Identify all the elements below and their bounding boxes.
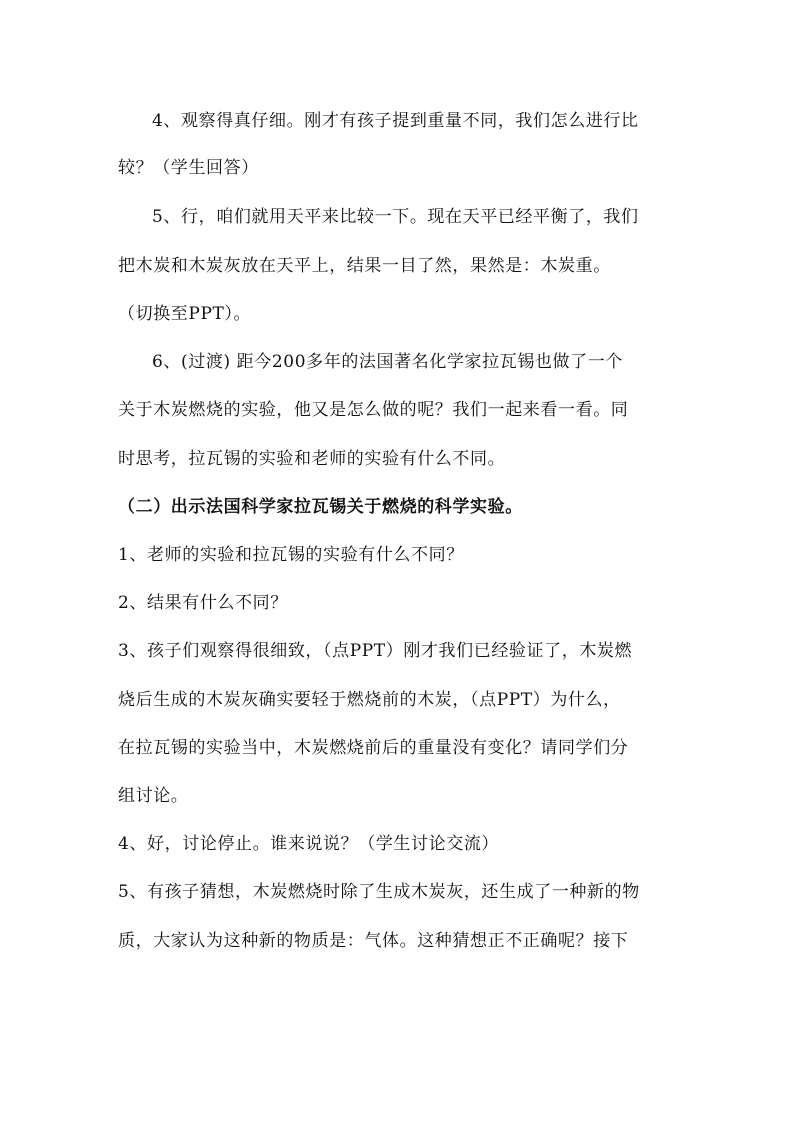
- step-6-transition-line-1: 6、(过渡) 距今200多年的法国著名化学家拉瓦锡也做了一个: [152, 352, 623, 372]
- step-4-observe-line-2: 较？（学生回答）: [118, 158, 259, 178]
- step-3-line-3: 在拉瓦锡的实验当中，木炭燃烧前后的重量没有变化？请同学们分: [118, 738, 629, 758]
- section-heading: （二）出示法国科学家拉瓦锡关于燃烧的科学实验。: [118, 497, 523, 517]
- question-1: 1、老师的实验和拉瓦锡的实验有什么不同？: [118, 545, 464, 565]
- step-5-guess-line-1: 5、有孩子猜想，木炭燃烧时除了生成木炭灰，还生成了一种新的物: [118, 882, 640, 902]
- step-3-line-4: 组讨论。: [118, 786, 189, 806]
- step-5-balance-line-3: （切换至PPT）。: [118, 304, 252, 324]
- step-3-line-1: 3、孩子们观察得很细致，（点PPT）刚才我们已经验证了，木炭燃: [118, 641, 633, 661]
- step-6-transition-line-2: 关于木炭燃烧的实验，他又是怎么做的呢？我们一起来看一看。同: [118, 400, 629, 420]
- step-5-balance-line-2: 把木炭和木炭灰放在天平上，结果一目了然，果然是：木炭重。: [118, 256, 611, 276]
- step-6-transition-line-3: 时思考，拉瓦锡的实验和老师的实验有什么不同。: [118, 449, 506, 469]
- step-5-balance-line-1: 5、行，咱们就用天平来比较一下。现在天平已经平衡了，我们: [152, 207, 639, 227]
- step-4-discussion: 4、好，讨论停止。谁来说说？（学生讨论交流）: [118, 834, 500, 854]
- step-5-guess-line-2: 质，大家认为这种新的物质是：气体。这种猜想正不正确呢？接下: [118, 931, 629, 951]
- step-4-observe-line-1: 4、观察得真仔细。刚才有孩子提到重量不同，我们怎么进行比: [152, 111, 639, 131]
- step-3-line-2: 烧后生成的木炭灰确实要轻于燃烧前的木炭，（点PPT）为什么，: [118, 690, 621, 710]
- question-2: 2、结果有什么不同？: [118, 593, 288, 613]
